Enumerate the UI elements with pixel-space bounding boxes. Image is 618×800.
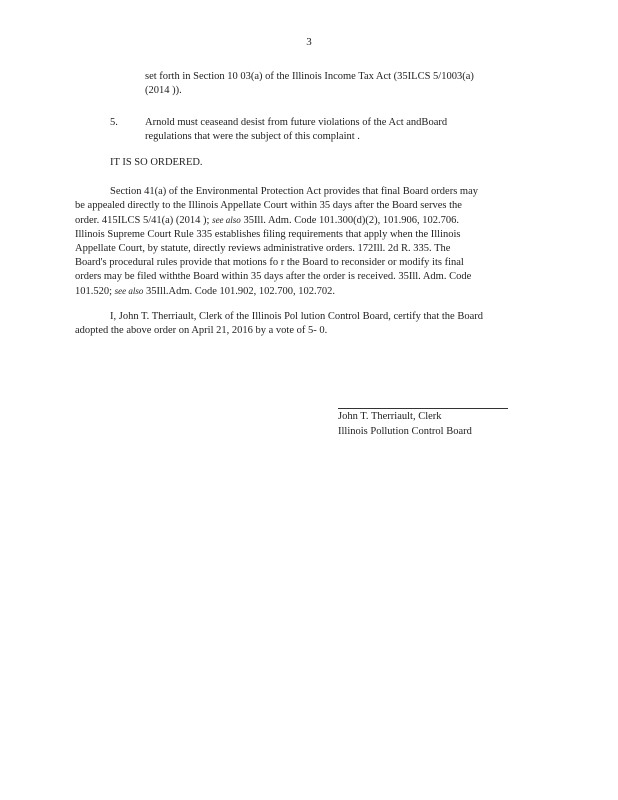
continuation-text [145, 70, 515, 98]
paragraph-segment: 35Ill.Adm. Code 101.902, 102.700, 102.702. [146, 286, 336, 297]
certification-paragraph [75, 310, 530, 338]
page-number: 3 [306, 36, 312, 48]
signature-line [338, 408, 508, 409]
paragraph-line: be appealed directly to the Illinois Appellate Court within 35 days after the Board serves the [75, 200, 462, 211]
item-line-1: Arnold must ceaseand desist from future violations of the Act andBoard [145, 117, 448, 128]
item-number: 5. [110, 117, 118, 128]
item-line-2: regulations that were the subject of this complaint . [145, 131, 360, 142]
continuation-line-2: (2014 )). [145, 85, 182, 96]
see-also-italic: see also [212, 215, 241, 225]
paragraph-line: Appellate Court, by statute, directly reviews administrative orders. 172Ill. 2d R. 335. The [75, 243, 451, 254]
item-text [145, 116, 515, 144]
signatory-name: John T. Therriault, Clerk [338, 411, 442, 422]
paragraph-line [75, 284, 530, 299]
paragraph-line: Illinois Supreme Court Rule 335 establishes filing requirements that apply when the Illinois [75, 229, 461, 240]
paragraph-segment: order. 415ILCS 5/41(a) (2014 ); [75, 215, 210, 226]
paragraph-line [75, 213, 530, 228]
signatory-organization: Illinois Pollution Control Board [338, 426, 472, 437]
paragraph-line: adopted the above order on April 21, 2016 by a vote of 5- 0. [75, 325, 328, 336]
paragraph-line: I, John T. Therriault, Clerk of the Illinois Pol lution Control Board, certify that the Board [110, 311, 483, 322]
paragraph-line: orders may be filed withthe Board within 35 days after the order is received. 35Ill. Adm. Code [75, 271, 472, 282]
paragraph-line: Board's procedural rules provide that motions fo r the Board to reconsider or modify its final [75, 257, 464, 268]
continuation-line-1: set forth in Section 10 03(a) of the Illinois Income Tax Act (35ILCS 5/1003(a) [145, 71, 474, 82]
paragraph-line: Section 41(a) of the Environmental Protection Act provides that final Board orders may [110, 186, 478, 197]
paragraph-segment: 35Ill. Adm. Code 101.300(d)(2), 101.906, 102.706. [243, 215, 459, 226]
ordered-statement: IT IS SO ORDERED. [110, 157, 203, 168]
appeal-paragraph [75, 185, 530, 299]
paragraph-segment: 101.520; [75, 286, 113, 297]
see-also-italic: see also [114, 286, 144, 296]
